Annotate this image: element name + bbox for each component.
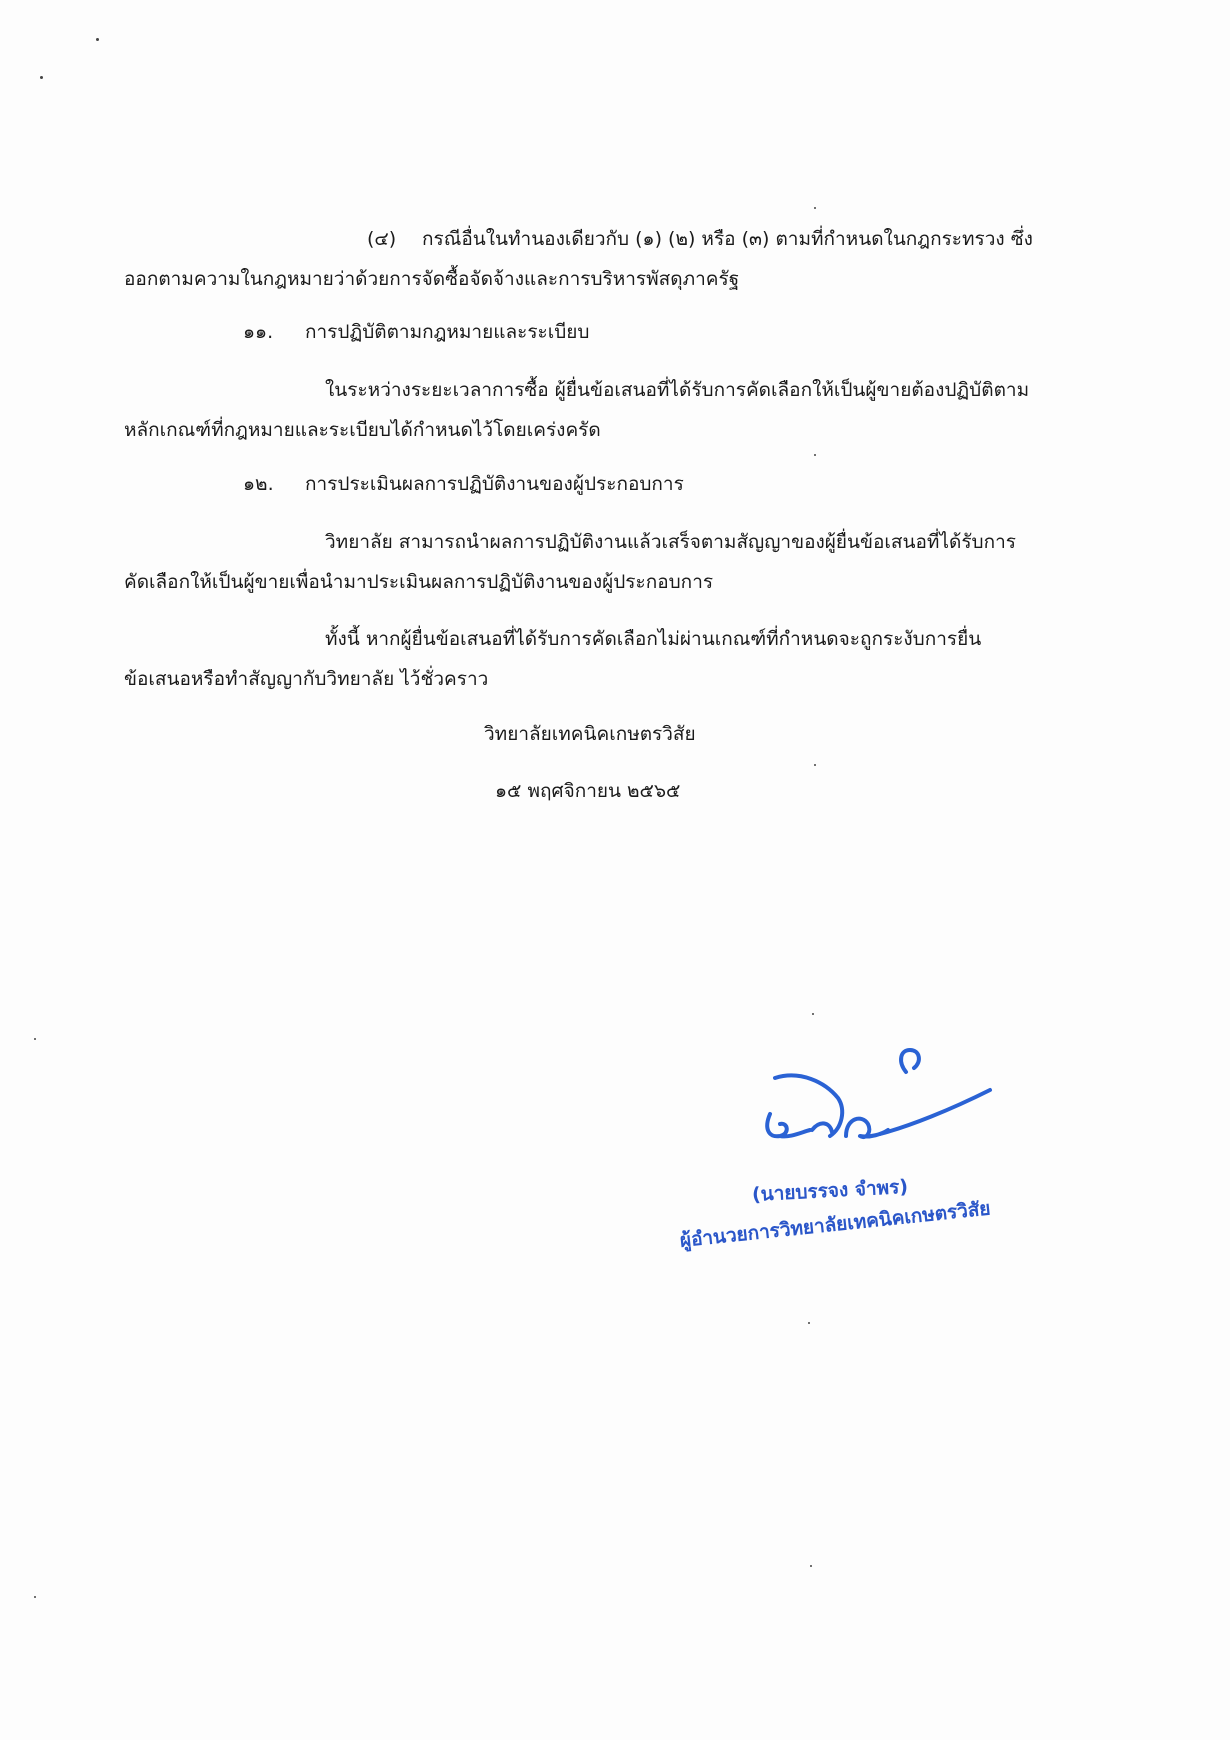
section-12-para-1-line-2: คัดเลือกให้เป็นผู้ขายเพื่อนำมาประเมินผลการปฏิบัติงานของผู้ประกอบการ (124, 571, 714, 593)
scan-speck (808, 1322, 810, 1324)
scan-speck (814, 454, 816, 456)
section-12-heading: การประเมินผลการปฏิบัติงานของผู้ประกอบการ (305, 473, 684, 495)
scan-speck (40, 76, 43, 79)
handwritten-signature (750, 1040, 1010, 1170)
scan-speck (34, 1038, 36, 1040)
clause-4-label: (๔) (367, 228, 397, 250)
section-12-number: ๑๒. (243, 473, 274, 495)
section-11-line-1: ในระหว่างระยะเวลาการซื้อ ผู้ยื่นข้อเสนอที่ได้รับการคัดเลือกให้เป็นผู้ขายต้องปฏิบัติตาม (325, 379, 1030, 401)
clause-4-line-1: กรณีอื่นในทำนองเดียวกับ (๑) (๒) หรือ (๓) ตามที่กำหนดในกฎกระทรวง ซึ่ง (422, 228, 1033, 250)
section-12-para-1-line-1: วิทยาลัย สามารถนำผลการปฏิบัติงานแล้วเสร็จตามสัญญาของผู้ยื่นข้อเสนอที่ได้รับการ (325, 531, 1016, 553)
section-12-para-2-line-2: ข้อเสนอหรือทำสัญญากับวิทยาลัย ไว้ชั่วคราว (124, 668, 489, 690)
signatory-name: (นายบรรจง จำพร) (751, 1175, 909, 1206)
scan-speck (34, 1596, 36, 1598)
closing-organization: วิทยาลัยเทคนิคเกษตรวิสัย (484, 723, 696, 745)
scan-speck (810, 1565, 812, 1567)
scan-speck (814, 764, 816, 766)
closing-date: ๑๕ พฤศจิกายน ๒๕๖๕ (495, 780, 681, 802)
scan-speck (812, 1013, 814, 1015)
scan-speck (814, 207, 816, 209)
section-11-heading: การปฏิบัติตามกฎหมายและระเบียบ (305, 321, 590, 343)
section-12-para-2-line-1: ทั้งนี้ หากผู้ยื่นข้อเสนอที่ได้รับการคัดเลือกไม่ผ่านเกณฑ์ที่กำหนดจะถูกระงับการยื่น (325, 628, 982, 650)
scan-speck (96, 38, 99, 41)
signatory-position: ผู้อำนวยการวิทยาลัยเทคนิคเกษตรวิสัย (678, 1197, 992, 1252)
section-11-line-2: หลักเกณฑ์ที่กฎหมายและระเบียบได้กำหนดไว้โดยเคร่งครัด (124, 419, 601, 441)
clause-4-line-2: ออกตามความในกฎหมายว่าด้วยการจัดซื้อจัดจ้างและการบริหารพัสดุภาครัฐ (124, 268, 740, 290)
section-11-number: ๑๑. (243, 321, 274, 343)
